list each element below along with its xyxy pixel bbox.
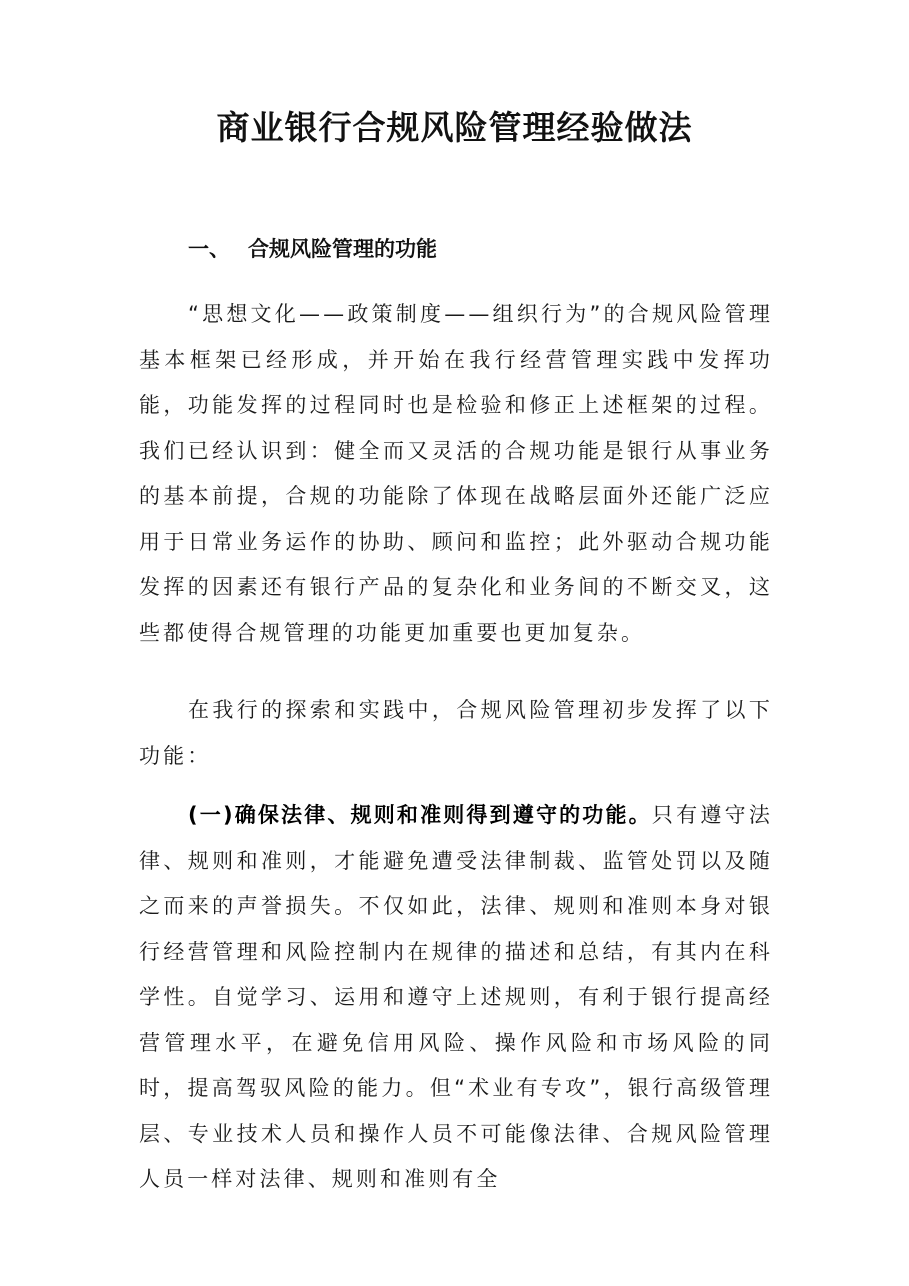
paragraph-framework: “思想文化——政策制度——组织行为”的合规风险管理基本框架已经形成，并开始在我行经营管理实践中发挥功能，功能发挥的过程同时也是检验和修正上述框架的过程。我们已经认识到：健全而又灵活的合规功能是银行从事业务的基本前提，合规的功能除了体现在战略层面外还能广泛应用于日常业务运作的协助、顾问和监控；此外驱动合规功能发挥的因素还有银行产品的复杂化和业务间的不断交叉，这些都使得合规管理的功能更加重要也更加复杂。 — [139, 302, 773, 645]
section-heading-text: 合规风险管理的功能 — [248, 237, 437, 261]
paragraph-compliance-function — [139, 793, 773, 1203]
section-number: 一、 — [188, 237, 230, 261]
paragraph-functions-intro: 在我行的探索和实践中，合规风险管理初步发挥了以下功能： — [139, 698, 773, 768]
section-heading — [188, 232, 437, 266]
subsection-body: 只有遵守法律、规则和准则，才能避免遭受法律制裁、监管处罚以及随之而来的声誉损失。不仅如此，法律、规则和准则本身对银行经营管理和风险控制内在规律的描述和总结，有其内在科学性。自觉学习、运用和遵守上述规则，有利于银行提高经营管理水平，在避免信用风险、操作风险和市场风险的同时，提高驾驭风险的能力。但“术业有专攻”，银行高级管理层、专业技术人员和操作人员不可能像法律、合规风险管理人员一样对法律、规则和准则有全 — [139, 803, 773, 1191]
subsection-lead: (一)确保法律、规则和准则得到遵守的功能。 — [188, 803, 652, 827]
document-title: 商业银行合规风险管理经验做法 — [216, 108, 693, 147]
